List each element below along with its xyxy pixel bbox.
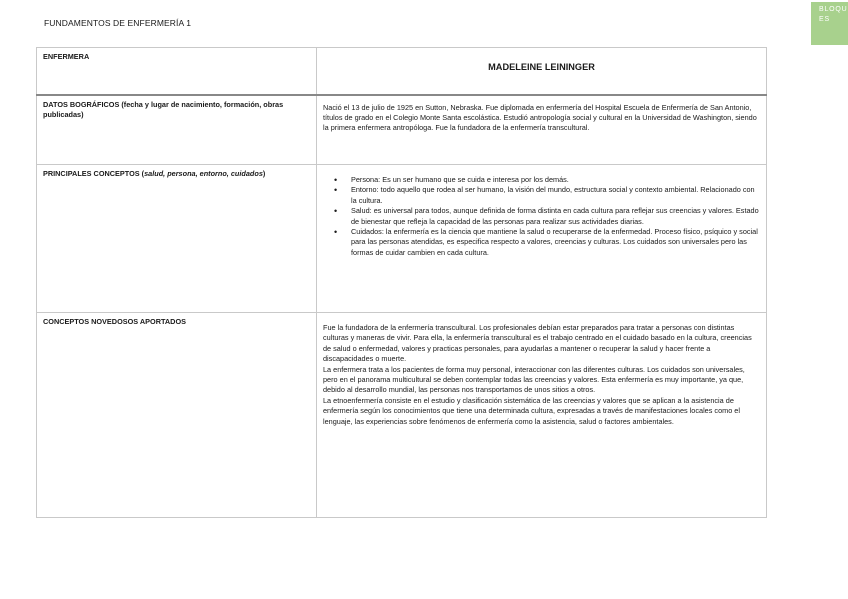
bloques-tag[interactable]: BLOQUES [811,2,848,45]
list-item: • Entorno: todo aquello que rodea al ser humano, la visión del mundo, estructura social y contexto ambiental. Relacionado con la cultura. [351,185,760,206]
nurse-profile-table [36,47,767,518]
main-concepts-list-cell [317,165,767,313]
list-item: • Cuidados: la enfermería es la ciencia que mantiene la salud o recuperarse de la enfermedad. Proceso físico, psíquico y social para las personas atendidas, es especifica respecto a valores, creencias y culturas. Los cuidados son universales pero las formas de cuidar cambien en cada cultura. [351,227,760,258]
novel-concepts-label: CONCEPTOS NOVEDOSOS APORTADOS [37,313,317,518]
biographical-data-text: Nació el 13 de julio de 1925 en Sutton, Nebraska. Fue diplomada en enfermería del Hospital Escuela de Enfermería de San Antonio, títulos de grado en el Colegio Monte Santa escolástica. Estudió antropología social y cultural en la Universidad de Washington, siendo la primera enfermera antropóloga. Fue la fundadora de la enfermería transcultural. [317,95,767,165]
main-concepts-label-main: PRINCIPALES CONCEPTOS ( [43,169,145,178]
novel-concepts-text [317,313,767,518]
biographical-data-label: DATOS BOGRÁFICOS (fecha y lugar de nacimiento, formación, obras publicadas) [37,95,317,165]
paragraph: La enfermera trata a los pacientes de forma muy personal, interaccionar con las diferentes culturas. Los cuidados son universales, pero en el panorama multicultural se deben contemplar todas las creencias y valores. Esta enfermería es muy importante, ya que, debido al desarrollo mundial, las personas nos transportamos de unos sitios a otros. [323,364,745,395]
main-concepts-label [37,165,317,313]
table-row [37,313,767,518]
list-item: • Salud: es universal para todos, aunque definida de forma distinta en cada cultura para reflejar sus creencias y valores. Estado de bienestar que refleja la capacidad de las personas para realizar sus actividades diarias. [351,206,760,227]
main-concepts-label-end: ) [262,169,266,178]
paragraph: Fue la fundadora de la enfermería transcultural. Los profesionales debían estar preparados para tratar a personas con distintas culturas y maneras de vivir. Para ella, la enfermería transcultural es el trabajo centrado en el cuidado basado en la cultura, creencias de salud o enfermedad, valores y practicas personales, para ayudarlas a mantener o recuperar la salud y hacer frente a discapacidades o muerte. [323,323,752,364]
main-concepts-label-italic: salud, persona, entorno, cuidados [144,169,263,178]
table-row [37,48,767,95]
document-title: FUNDAMENTOS DE ENFERMERÍA 1 [44,18,192,28]
table-row [37,95,767,165]
table-row [37,165,767,313]
paragraph: La etnoenfermería consiste en el estudio y clasificación sistemática de las creencias y valores que se aplican a la asistencia de enfermería según los conocimientos que tiene una determinada cultura, expresadas a través de manifestaciones locales como el lenguaje, las experiencias sobre fenómenos de enfermería como la asistencia, salud o factores ambientales. [323,395,740,426]
list-item: • Persona: Es un ser humano que se cuida e interesa por los demás. [351,175,760,185]
main-concepts-list [323,175,760,258]
nurse-label: ENFERMERA [37,48,317,95]
nurse-name: MADELEINE LEININGER [317,48,767,95]
